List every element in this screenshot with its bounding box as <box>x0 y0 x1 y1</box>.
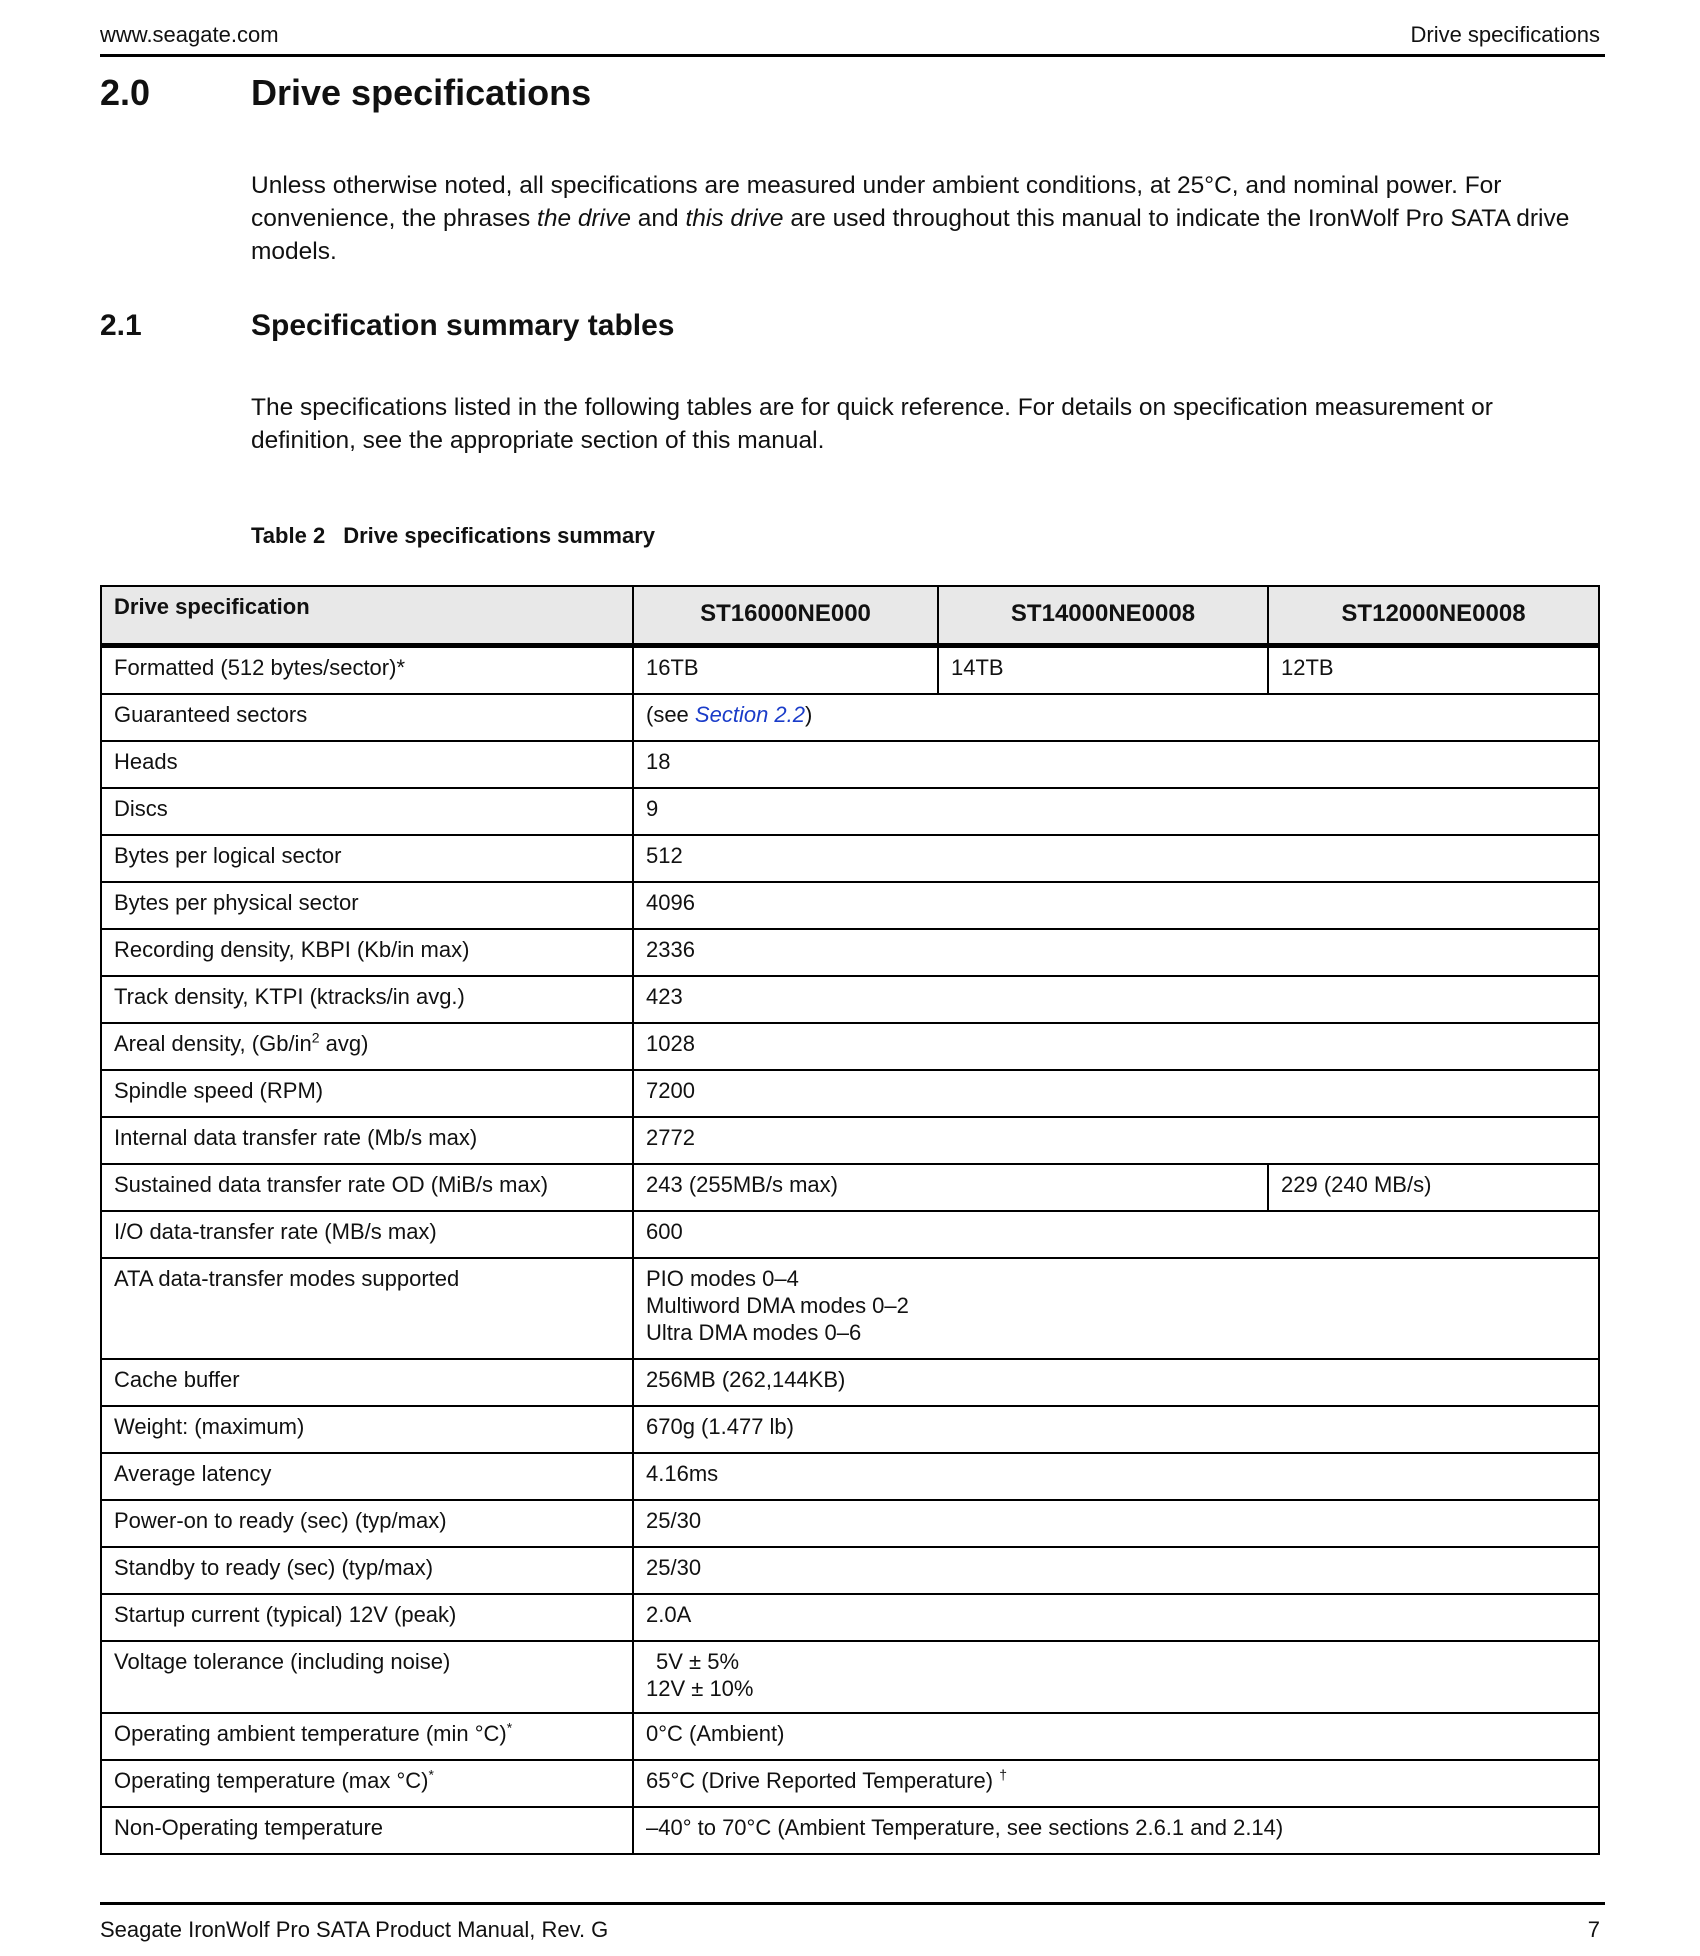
row-label: Spindle speed (RPM) <box>101 1070 633 1117</box>
drive-specifications-table <box>100 585 1600 1855</box>
row-label: Operating ambient temperature (min °C)* <box>101 1713 633 1760</box>
footer-rule <box>100 1902 1605 1905</box>
row-label: ATA data-transfer modes supported <box>101 1258 633 1359</box>
cell-value: 5V ± 5% 12V ± 10% <box>633 1641 1599 1713</box>
cell-value: 600 <box>633 1211 1599 1258</box>
section-2-0-paragraph: Unless otherwise noted, all specifications are measured under ambient conditions, at 25°C, and nominal power. For convenience, the phrases the drive and this drive are used throughout this manual to indicate the IronWolf Pro SATA drive models. <box>251 172 1570 265</box>
footer-page-number: 7 <box>1587 1917 1600 1942</box>
cell-value: 4096 <box>633 882 1599 929</box>
cell-value: 4.16ms <box>633 1453 1599 1500</box>
row-label: Recording density, KBPI (Kb/in max) <box>101 929 633 976</box>
table-row <box>101 1547 1599 1594</box>
cell-value: PIO modes 0–4 Multiword DMA modes 0–2 Ultra DMA modes 0–6 <box>633 1258 1599 1359</box>
footer-manual-title: Seagate IronWolf Pro SATA Product Manual, Rev. G <box>100 1917 609 1942</box>
row-label: Operating temperature (max °C)* <box>101 1760 633 1807</box>
table-row <box>101 835 1599 882</box>
table-caption-title: Drive specifications summary <box>343 523 655 548</box>
section-2-1-title: Specification summary tables <box>251 309 675 342</box>
table-row <box>101 1070 1599 1117</box>
table-row <box>101 976 1599 1023</box>
cell-value: –40° to 70°C (Ambient Temperature, see sections 2.6.1 and 2.14) <box>633 1807 1599 1854</box>
row-label: Heads <box>101 741 633 788</box>
table-row <box>101 1164 1599 1211</box>
section-2-1-number: 2.1 <box>100 309 142 342</box>
cell-value: 512 <box>633 835 1599 882</box>
cell-value: 229 (240 MB/s) <box>1268 1164 1599 1211</box>
table-row <box>101 1258 1599 1359</box>
row-label: Guaranteed sectors <box>101 694 633 741</box>
row-label: Weight: (maximum) <box>101 1406 633 1453</box>
table-row <box>101 1641 1599 1713</box>
table-caption-label: Table 2 <box>251 523 326 548</box>
section-2-2-link[interactable]: Section 2.2 <box>694 702 805 727</box>
cell-value: 0°C (Ambient) <box>633 1713 1599 1760</box>
table-row <box>101 1359 1599 1406</box>
row-label: Startup current (typical) 12V (peak) <box>101 1594 633 1641</box>
column-header: ST12000NE0008 <box>1268 586 1599 646</box>
row-label: Track density, KTPI (ktracks/in avg.) <box>101 976 633 1023</box>
cell-value: 7200 <box>633 1070 1599 1117</box>
table-row <box>101 1713 1599 1760</box>
cell-value: 25/30 <box>633 1500 1599 1547</box>
table-row <box>101 741 1599 788</box>
cell-value: 9 <box>633 788 1599 835</box>
cell-value: 18 <box>633 741 1599 788</box>
row-label: Power-on to ready (sec) (typ/max) <box>101 1500 633 1547</box>
cell-value: 423 <box>633 976 1599 1023</box>
row-label: Standby to ready (sec) (typ/max) <box>101 1547 633 1594</box>
row-label: Sustained data transfer rate OD (MiB/s max) <box>101 1164 633 1211</box>
row-label: Bytes per physical sector <box>101 882 633 929</box>
section-2-1-paragraph: The specifications listed in the following tables are for quick reference. For details on specification measurement or definition, see the appropriate section of this manual. <box>251 394 1493 454</box>
column-header: Drive specification <box>101 586 633 646</box>
table-row <box>101 1807 1599 1854</box>
cell-value: 256MB (262,144KB) <box>633 1359 1599 1406</box>
table-row <box>101 1760 1599 1807</box>
section-2-0-number: 2.0 <box>100 72 151 113</box>
table-row <box>101 1500 1599 1547</box>
table-row <box>101 882 1599 929</box>
table-row <box>101 929 1599 976</box>
cell-value: (see Section 2.2) <box>633 694 1599 741</box>
header-rule <box>100 54 1605 57</box>
cell-value: 243 (255MB/s max) <box>633 1164 1268 1211</box>
table-row <box>101 694 1599 741</box>
header-website: www.seagate.com <box>100 22 279 47</box>
row-label: Cache buffer <box>101 1359 633 1406</box>
row-label: Areal density, ($Gb/in^2$ avg) <box>101 1023 633 1070</box>
table-row <box>101 1023 1599 1070</box>
column-header: ST16000NE000 <box>633 586 938 646</box>
table-row <box>101 1406 1599 1453</box>
cell-value: 12TB <box>1268 646 1599 695</box>
row-label: Discs <box>101 788 633 835</box>
row-label: Bytes per logical sector <box>101 835 633 882</box>
table-row <box>101 788 1599 835</box>
table-row <box>101 646 1599 695</box>
table-row <box>101 1594 1599 1641</box>
cell-value: 16TB <box>633 646 938 695</box>
table-header-row <box>101 586 1599 646</box>
cell-value: 670g (1.477 lb) <box>633 1406 1599 1453</box>
table-caption <box>251 523 655 549</box>
cell-value: 14TB <box>938 646 1268 695</box>
cell-value: 25/30 <box>633 1547 1599 1594</box>
cell-value: 65°C (Drive Reported Temperature) † <box>633 1760 1599 1807</box>
section-2-0-title: Drive specifications <box>251 72 592 113</box>
cell-value: 1028 <box>633 1023 1599 1070</box>
header-section-name: Drive specifications <box>1410 22 1600 47</box>
row-label: Formatted (512 bytes/sector)* <box>101 646 633 695</box>
row-label: I/O data-transfer rate (MB/s max) <box>101 1211 633 1258</box>
row-label: Voltage tolerance (including noise) <box>101 1641 633 1713</box>
cell-value: 2772 <box>633 1117 1599 1164</box>
row-label: Average latency <box>101 1453 633 1500</box>
cell-value: 2.0A <box>633 1594 1599 1641</box>
table-row <box>101 1211 1599 1258</box>
row-label: Internal data transfer rate (Mb/s max) <box>101 1117 633 1164</box>
table-row <box>101 1117 1599 1164</box>
table-row <box>101 1453 1599 1500</box>
column-header: ST14000NE0008 <box>938 586 1268 646</box>
row-label: Non-Operating temperature <box>101 1807 633 1854</box>
cell-value: 2336 <box>633 929 1599 976</box>
